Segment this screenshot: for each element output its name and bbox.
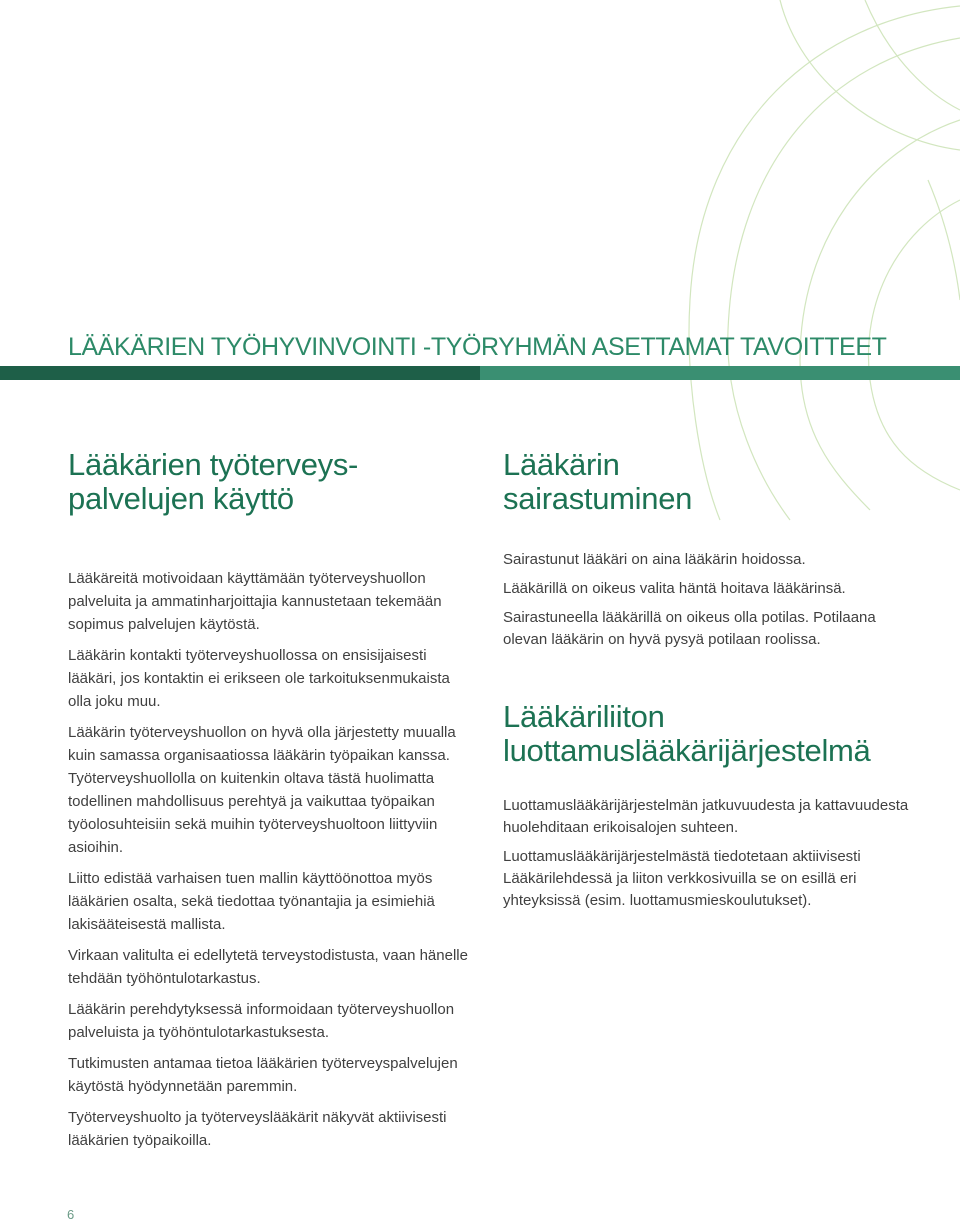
paragraph: Tutkimusten antamaa tietoa lääkärien työterveyspalvelujen käytöstä hyödynnetään paremmin. bbox=[68, 1055, 458, 1095]
header-band-dark bbox=[0, 366, 480, 380]
heading-line: palvelujen käyttö bbox=[68, 481, 294, 516]
paragraph: Virkaan valitulta ei edellytetä terveystodistusta, vaan hänelle tehdään työhöntulotarkastus. bbox=[68, 947, 468, 987]
paragraph: Lääkärillä on oikeus valita häntä hoitava lääkärinsä. bbox=[503, 580, 846, 597]
right-column bbox=[503, 448, 923, 919]
heading-line: Lääkärien työterveys- bbox=[68, 447, 359, 482]
doctor-illness-heading bbox=[503, 448, 923, 516]
occupational-health-heading bbox=[68, 448, 468, 516]
paragraph: Lääkärin perehdytyksessä informoidaan työterveyshuollon palveluista ja työhöntulotarkastuksesta. bbox=[68, 1001, 455, 1041]
left-column bbox=[68, 448, 468, 1160]
paragraph: Luottamuslääkärijärjestelmän jatkuvuudesta ja kattavuudesta huolehditaan erikoisalojen suhteen. bbox=[503, 797, 909, 836]
page-number: 6 bbox=[67, 1207, 75, 1222]
section-title: LÄÄKÄRIEN TYÖHYVINVOINTI -TYÖRYHMÄN ASETTAMAT TAVOITTEET bbox=[68, 333, 887, 361]
paragraph: Sairastunut lääkäri on aina lääkärin hoidossa. bbox=[503, 551, 806, 568]
heading-line: sairastuminen bbox=[503, 481, 693, 516]
paragraph: Lääkärin työterveyshuollon on hyvä olla järjestetty muualla kuin samassa organisaatiossa lääkärin työpaikan kanssa. Työterveyshuollolla on kuitenkin oltava tästä huolimatta todellinen mahdollisuus perehtyä ja vaikuttaa työpaikan työolosuhteisiin sekä muihin työterveyshuoltoon liittyviin asioihin. bbox=[68, 724, 456, 856]
paragraph: Työterveyshuolto ja työterveyslääkärit näkyvät aktiivisesti lääkärien työpaikoilla. bbox=[68, 1109, 447, 1149]
header-band-light bbox=[480, 366, 960, 380]
heading-line: luottamuslääkärijärjestelmä bbox=[503, 733, 871, 768]
paragraph: Sairastuneella lääkärillä on oikeus olla potilas. Potilaana olevan lääkärin on hyvä pysyä potilaan roolissa. bbox=[503, 609, 876, 648]
heading-line: Lääkärin bbox=[503, 447, 620, 482]
paragraph: Lääkärin kontakti työterveyshuollossa on ensisijaisesti lääkäri, jos kontaktin ei erikseen ole tarkoituksenmukaista olla joku muu. bbox=[68, 647, 450, 710]
trust-doctor-system-heading bbox=[503, 700, 923, 768]
heading-line: Lääkäriliiton bbox=[503, 699, 665, 734]
paragraph: Luottamuslääkärijärjestelmästä tiedotetaan aktiivisesti Lääkärilehdessä ja liiton verkkosivuilla se on esillä eri yhteyksissä (esim. luottamusmieskoulutukset). bbox=[503, 848, 861, 909]
paragraph: Lääkäreitä motivoidaan käyttämään työterveyshuollon palveluita ja ammatinharjoittajia kannustetaan tekemään sopimus palvelujen käytöstä. bbox=[68, 570, 442, 633]
paragraph: Liitto edistää varhaisen tuen mallin käyttöönottoa myös lääkärien osalta, sekä tiedottaa työnantajia ja esimiehiä lakisääteisestä mallista. bbox=[68, 870, 435, 933]
